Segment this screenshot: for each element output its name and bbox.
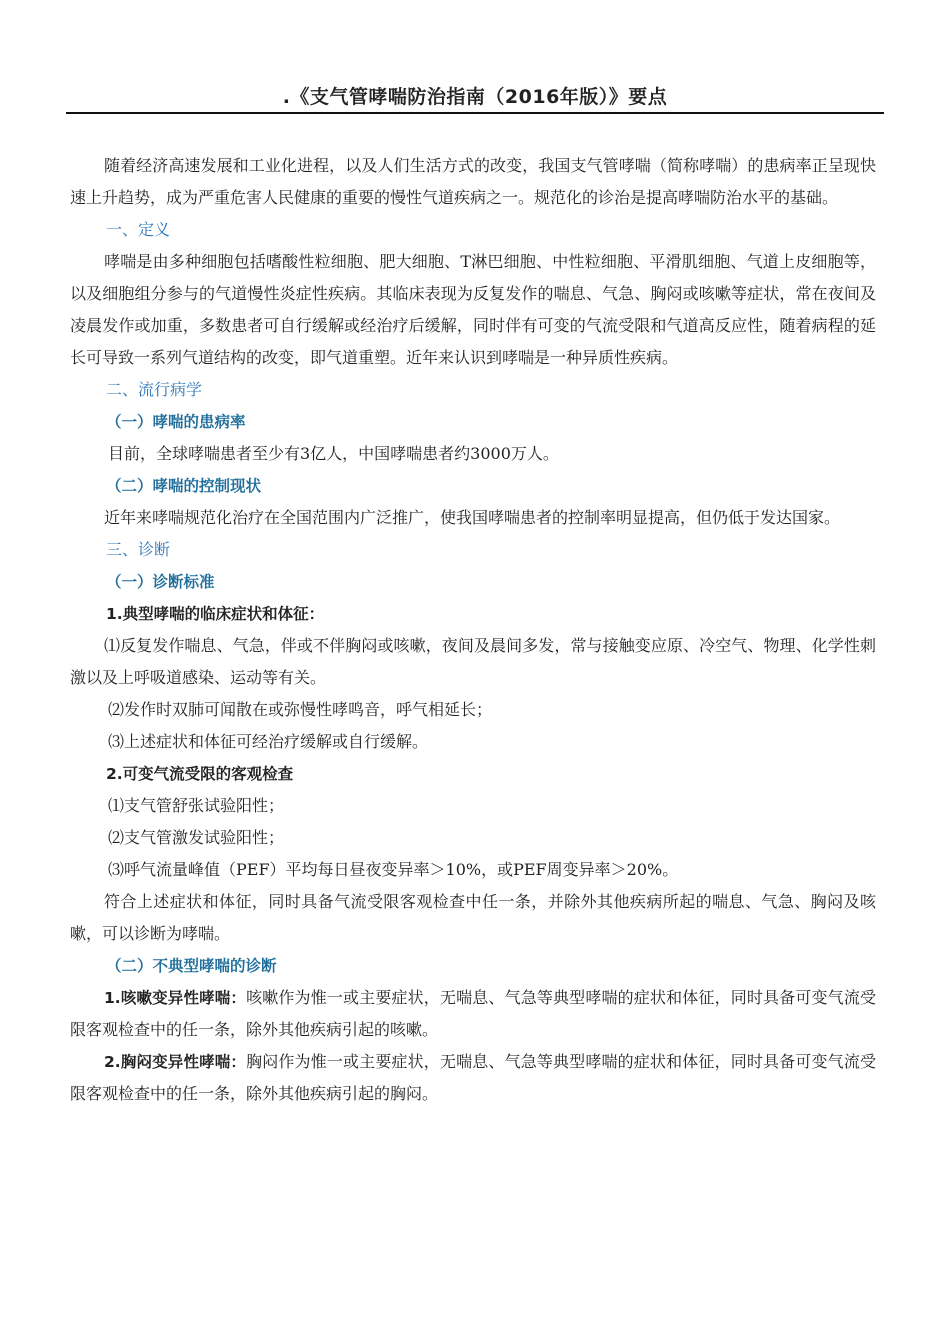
document-body — [70, 150, 876, 1110]
definition-paragraph: 哮喘是由多种细胞包括嗜酸性粒细胞、肥大细胞、T淋巴细胞、中性粒细胞、平滑肌细胞、气道上皮细胞等，以及细胞组分参与的气道慢性炎症性疾病。其临床表现为反复发作的喘息、气急、胸闷或咳嗽等症状，常在夜间及凌晨发作或加重，多数患者可自行缓解或经治疗后缓解，同时伴有可变的气流受限和气道高反应性，随着病程的延长可导致一系列气道结构的改变，即气道重塑。近年来认识到哮喘是一种异质性疾病。 — [70, 252, 876, 367]
atypical-cough-paragraph — [70, 982, 876, 1046]
section-heading-epidemiology: 二、流行病学 — [106, 380, 203, 399]
intro-paragraph: 随着经济高速发展和工业化进程，以及人们生活方式的改变，我国支气管哮喘（简称哮喘）的患病率正呈现快速上升趋势，成为严重危害人民健康的重要的慢性气道疾病之一。规范化的诊治是提高哮喘防治水平的基础。 — [70, 156, 876, 207]
diagnosis-conclusion-paragraph: 符合上述症状和体征，同时具备气流受限客观检查中任一条，并除外其他疾病所起的喘息、气急、胸闷及咳嗽，可以诊断为哮喘。 — [70, 892, 876, 943]
section-heading-definition: 一、定义 — [106, 220, 171, 239]
criteria-typical-item: ⑵发作时双肺可闻散在或弥慢性哮鸣音，呼气相延长； — [108, 700, 493, 719]
control-status-paragraph: 近年来哮喘规范化治疗在全国范围内广泛推广，使我国哮喘患者的控制率明显提高，但仍低于发达国家。 — [104, 508, 841, 527]
criteria-airflow-item: ⑶呼气流量峰值（PEF）平均每日昼夜变异率＞10%，或PEF周变异率＞20%。 — [108, 860, 679, 879]
atypical-cough-label: 1.咳嗽变异性哮喘： — [104, 989, 247, 1007]
prevalence-paragraph: 目前，全球哮喘患者至少有3亿人，中国哮喘患者约3000万人。 — [108, 444, 559, 463]
subheading-diagnostic-criteria: （一）诊断标准 — [106, 573, 215, 591]
criteria-airflow-item: ⑴支气管舒张试验阳性； — [108, 796, 285, 815]
subheading-prevalence: （一）哮喘的患病率 — [106, 413, 246, 431]
criteria-typical-item: ⑴反复发作喘息、气急，伴或不伴胸闷或咳嗽，夜间及晨间多发，常与接触变应原、冷空气、物理、化学性刺激以及上呼吸道感染、运动等有关。 — [70, 636, 876, 687]
criteria-typical-heading: 1.典型哮喘的临床症状和体征： — [106, 605, 325, 623]
criteria-typical-item: ⑶上述症状和体征可经治疗缓解或自行缓解。 — [108, 732, 429, 751]
atypical-chest-tightness-paragraph — [70, 1046, 876, 1110]
section-heading-diagnosis: 三、诊断 — [106, 540, 171, 559]
subheading-control-status: （二）哮喘的控制现状 — [106, 477, 262, 495]
document-title: .《支气管哮喘防治指南（2016年版）》要点 — [282, 86, 668, 108]
criteria-airflow-item: ⑵支气管激发试验阳性； — [108, 828, 285, 847]
title-divider — [66, 112, 884, 114]
atypical-chest-tightness-text: 胸闷作为惟一或主要症状，无喘息、气急等典型哮喘的症状和体征，同时具备可变气流受限客观检查中的任一条，除外其他疾病引起的胸闷。 — [70, 1052, 876, 1103]
atypical-chest-tightness-label: 2.胸闷变异性哮喘： — [104, 1053, 247, 1071]
criteria-airflow-heading: 2.可变气流受限的客观检查 — [106, 765, 294, 783]
subheading-atypical-diagnosis: （二）不典型哮喘的诊断 — [106, 957, 277, 975]
atypical-cough-text: 咳嗽作为惟一或主要症状，无喘息、气急等典型哮喘的症状和体征，同时具备可变气流受限客观检查中的任一条，除外其他疾病引起的咳嗽。 — [70, 988, 876, 1039]
